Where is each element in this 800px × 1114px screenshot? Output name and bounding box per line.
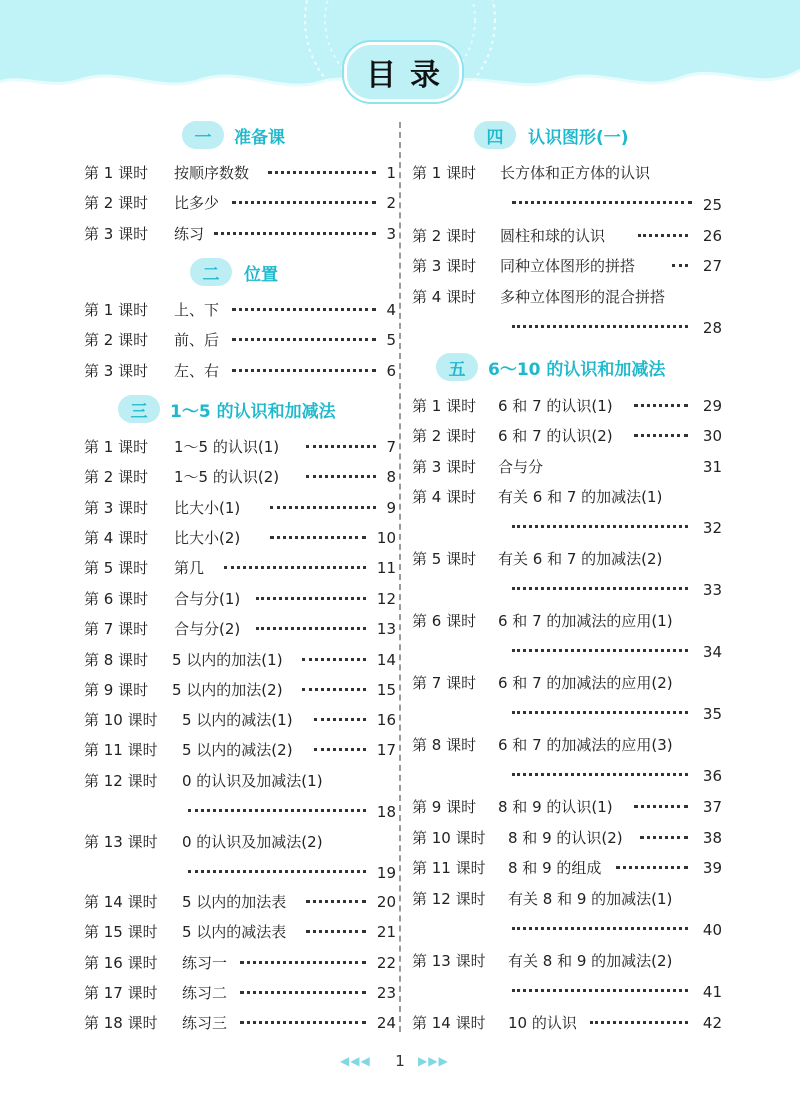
lesson-label: 第 3 课时 [84, 499, 149, 517]
right-arrows-icon: ▶▶▶ [418, 1054, 449, 1068]
leader-dots [638, 234, 688, 237]
leader-dots [240, 961, 366, 964]
page-number: 11 [376, 559, 396, 577]
page-number: 25 [702, 196, 722, 214]
page-number: 1 [386, 164, 396, 182]
title-char: 目 [366, 58, 396, 93]
page-number: 41 [702, 983, 722, 1001]
leader-dots [232, 338, 376, 341]
leader-dots [512, 711, 688, 714]
lesson-label: 第 5 课时 [84, 559, 149, 577]
leader-dots [270, 536, 366, 539]
lesson-name: 练习二 [182, 984, 228, 1002]
leader-dots [188, 870, 366, 873]
section-title: 认识图形(一) [528, 128, 629, 148]
leader-dots [302, 688, 366, 691]
page-number: 7 [386, 438, 396, 456]
section-number-badge: 五 [436, 353, 478, 381]
lesson-label: 第 3 课时 [412, 458, 477, 476]
page-header [0, 0, 800, 130]
leader-dots [240, 1021, 366, 1024]
page-number: 30 [702, 427, 722, 445]
page-number: 9 [386, 499, 396, 517]
lesson-name: 练习 [174, 225, 205, 243]
page-number: 26 [702, 227, 722, 245]
page-number: 37 [702, 798, 722, 816]
page-number: 14 [376, 651, 396, 669]
lesson-name: 5 以内的加法(2) [172, 681, 283, 699]
page-footer [0, 1050, 800, 1074]
lesson-label: 第 4 课时 [412, 288, 477, 306]
page-number: 5 [386, 331, 396, 349]
leader-dots [512, 201, 692, 204]
page-number: 16 [376, 711, 396, 729]
section-title: 6～10 的认识和加减法 [488, 360, 666, 380]
page-number: 22 [376, 954, 396, 972]
page-number: 12 [376, 590, 396, 608]
page-number: 38 [702, 829, 722, 847]
lesson-name: 前、后 [174, 331, 220, 349]
page-number: 23 [376, 984, 396, 1002]
lesson-name: 练习一 [182, 954, 228, 972]
lesson-label: 第 13 课时 [412, 952, 486, 970]
lesson-name: 练习三 [182, 1014, 228, 1032]
lesson-label: 第 18 课时 [84, 1014, 158, 1032]
lesson-label: 第 2 课时 [84, 194, 149, 212]
page-number: 15 [376, 681, 396, 699]
lesson-name: 多种立体图形的混合拼搭 [500, 288, 666, 306]
section-title: 位置 [244, 265, 278, 285]
left-arrows-icon: ◀◀◀ [340, 1054, 371, 1068]
lesson-name: 6 和 7 的加减法的应用(2) [498, 674, 673, 692]
page-number: 24 [376, 1014, 396, 1032]
title-char: 录 [410, 58, 440, 93]
section-number-badge: 三 [118, 395, 160, 423]
leader-dots [306, 900, 366, 903]
leader-dots [306, 445, 376, 448]
lesson-name: 5 以内的减法表 [182, 923, 287, 941]
lesson-label: 第 3 课时 [84, 362, 149, 380]
lesson-name: 按顺序数数 [174, 164, 250, 182]
lesson-label: 第 11 课时 [84, 741, 158, 759]
toc-entry[interactable] [412, 673, 722, 723]
page-number: 32 [702, 519, 722, 537]
lesson-name: 有关 8 和 9 的加减法(2) [508, 952, 673, 970]
lesson-name: 左、右 [174, 362, 220, 380]
leader-dots [590, 1021, 688, 1024]
leader-dots [640, 836, 688, 839]
section-heading [84, 394, 396, 424]
leader-dots [256, 627, 366, 630]
lesson-label: 第 17 课时 [84, 984, 158, 1002]
toc-entry[interactable] [84, 771, 396, 821]
leader-dots [306, 930, 366, 933]
lesson-name: 0 的认识及加减法(2) [182, 833, 323, 851]
lesson-name: 有关 8 和 9 的加减法(1) [508, 890, 673, 908]
leader-dots [634, 434, 688, 437]
toc-entry[interactable] [84, 832, 396, 882]
lesson-label: 第 7 课时 [84, 620, 149, 638]
section-number-badge: 四 [474, 121, 516, 149]
toc-entry[interactable] [412, 163, 722, 213]
lesson-name: 比大小(1) [174, 499, 241, 517]
lesson-label: 第 6 课时 [412, 612, 477, 630]
lesson-name: 有关 6 和 7 的加减法(2) [498, 550, 663, 568]
lesson-label: 第 2 课时 [412, 427, 477, 445]
toc-entry[interactable] [412, 611, 722, 661]
lesson-label: 第 1 课时 [412, 397, 477, 415]
section-number-badge: 二 [190, 258, 232, 286]
lesson-name: 8 和 9 的组成 [508, 859, 602, 877]
toc-entry[interactable] [412, 889, 722, 939]
lesson-name: 0 的认识及加减法(1) [182, 772, 323, 790]
page-number: 8 [386, 468, 396, 486]
page-number: 34 [702, 643, 722, 661]
lesson-name: 合与分(1) [174, 590, 241, 608]
lesson-name: 合与分(2) [174, 620, 241, 638]
leader-dots [512, 325, 688, 328]
lesson-label: 第 7 课时 [412, 674, 477, 692]
lesson-label: 第 13 课时 [84, 833, 158, 851]
lesson-label: 第 1 课时 [84, 301, 149, 319]
section-title: 1～5 的认识和加减法 [170, 402, 336, 422]
page-title [344, 42, 462, 102]
section-number-badge: 一 [182, 121, 224, 149]
lesson-label: 第 14 课时 [412, 1014, 486, 1032]
leader-dots [616, 866, 688, 869]
lesson-name: 6 和 7 的加减法的应用(1) [498, 612, 673, 630]
lesson-label: 第 8 课时 [84, 651, 149, 669]
leader-dots [268, 171, 376, 174]
page-number: 35 [702, 705, 722, 723]
leader-dots [512, 587, 688, 590]
leader-dots [314, 718, 366, 721]
leader-dots [512, 989, 688, 992]
page-number: 40 [702, 921, 722, 939]
lesson-label: 第 9 课时 [84, 681, 149, 699]
page-number: 6 [386, 362, 396, 380]
lesson-label: 第 5 课时 [412, 550, 477, 568]
lesson-name: 有关 6 和 7 的加减法(1) [498, 488, 663, 506]
lesson-label: 第 1 课时 [84, 438, 149, 456]
lesson-name: 比多少 [174, 194, 220, 212]
page-number: 33 [702, 581, 722, 599]
leader-dots [232, 369, 376, 372]
lesson-name: 6 和 7 的认识(2) [498, 427, 613, 445]
leader-dots [270, 506, 376, 509]
page-number: 39 [702, 859, 722, 877]
leader-dots [232, 308, 376, 311]
page-number: 17 [376, 741, 396, 759]
lesson-name: 合与分 [498, 458, 544, 476]
leader-dots [634, 404, 688, 407]
page-number: 10 [376, 529, 396, 547]
lesson-label: 第 1 课时 [412, 164, 477, 182]
lesson-name: 8 和 9 的认识(2) [508, 829, 623, 847]
page-number: 21 [376, 923, 396, 941]
lesson-name: 比大小(2) [174, 529, 241, 547]
lesson-label: 第 3 课时 [412, 257, 477, 275]
toc-entry[interactable] [412, 287, 722, 337]
lesson-label: 第 2 课时 [84, 331, 149, 349]
lesson-name: 第几 [174, 559, 205, 577]
lesson-label: 第 11 课时 [412, 859, 486, 877]
lesson-label: 第 10 课时 [412, 829, 486, 847]
lesson-label: 第 14 课时 [84, 893, 158, 911]
lesson-label: 第 2 课时 [412, 227, 477, 245]
lesson-label: 第 15 课时 [84, 923, 158, 941]
page-number: 28 [702, 319, 722, 337]
leader-dots [512, 525, 688, 528]
leader-dots [512, 773, 688, 776]
lesson-name: 5 以内的加法(1) [172, 651, 283, 669]
lesson-name: 5 以内的减法(1) [182, 711, 293, 729]
leader-dots [188, 809, 366, 812]
leader-dots [256, 597, 366, 600]
lesson-name: 5 以内的减法(2) [182, 741, 293, 759]
lesson-name: 6 和 7 的加减法的应用(3) [498, 736, 673, 754]
page-number: 13 [376, 620, 396, 638]
lesson-name: 5 以内的加法表 [182, 893, 287, 911]
page-number: 19 [376, 864, 396, 882]
section-heading [412, 120, 722, 150]
section-title: 准备课 [234, 128, 285, 148]
leader-dots [672, 264, 688, 267]
lesson-label: 第 12 课时 [412, 890, 486, 908]
page-number: 36 [702, 767, 722, 785]
page-number: 31 [702, 458, 722, 476]
lesson-name: 1～5 的认识(1) [174, 438, 280, 456]
leader-dots [240, 991, 366, 994]
lesson-name: 圆柱和球的认识 [500, 227, 606, 245]
page-number: 2 [386, 194, 396, 212]
section-heading [84, 257, 396, 287]
lesson-label: 第 1 课时 [84, 164, 149, 182]
page-number: 29 [702, 397, 722, 415]
leader-dots [224, 566, 366, 569]
lesson-name: 6 和 7 的认识(1) [498, 397, 613, 415]
page-number: 3 [386, 225, 396, 243]
toc-entry[interactable] [412, 549, 722, 599]
leader-dots [314, 748, 366, 751]
leader-dots [302, 658, 366, 661]
lesson-label: 第 10 课时 [84, 711, 158, 729]
lesson-label: 第 4 课时 [412, 488, 477, 506]
page-number: 18 [376, 803, 396, 821]
page-number: 20 [376, 893, 396, 911]
page-number: 27 [702, 257, 722, 275]
lesson-name: 长方体和正方体的认识 [500, 164, 651, 182]
toc-entry[interactable] [412, 735, 722, 785]
lesson-label: 第 9 课时 [412, 798, 477, 816]
lesson-name: 1～5 的认识(2) [174, 468, 280, 486]
lesson-label: 第 8 课时 [412, 736, 477, 754]
leader-dots [512, 927, 688, 930]
lesson-label: 第 6 课时 [84, 590, 149, 608]
lesson-name: 10 的认识 [508, 1014, 577, 1032]
column-divider [399, 122, 401, 1032]
leader-dots [232, 201, 376, 204]
lesson-name: 8 和 9 的认识(1) [498, 798, 613, 816]
lesson-label: 第 12 课时 [84, 772, 158, 790]
lesson-name: 上、下 [174, 301, 220, 319]
lesson-name: 同种立体图形的拼搭 [500, 257, 636, 275]
lesson-label: 第 16 课时 [84, 954, 158, 972]
section-heading [84, 120, 396, 150]
lesson-label: 第 4 课时 [84, 529, 149, 547]
toc-entry[interactable] [412, 951, 722, 1001]
leader-dots [634, 805, 688, 808]
section-heading [412, 352, 722, 382]
lesson-label: 第 3 课时 [84, 225, 149, 243]
page-number: 42 [702, 1014, 722, 1032]
lesson-label: 第 2 课时 [84, 468, 149, 486]
page-number: 4 [386, 301, 396, 319]
leader-dots [512, 649, 688, 652]
leader-dots [306, 475, 376, 478]
page-number-footer: 1 [395, 1052, 405, 1070]
leader-dots [214, 232, 376, 235]
toc-entry[interactable] [412, 487, 722, 537]
